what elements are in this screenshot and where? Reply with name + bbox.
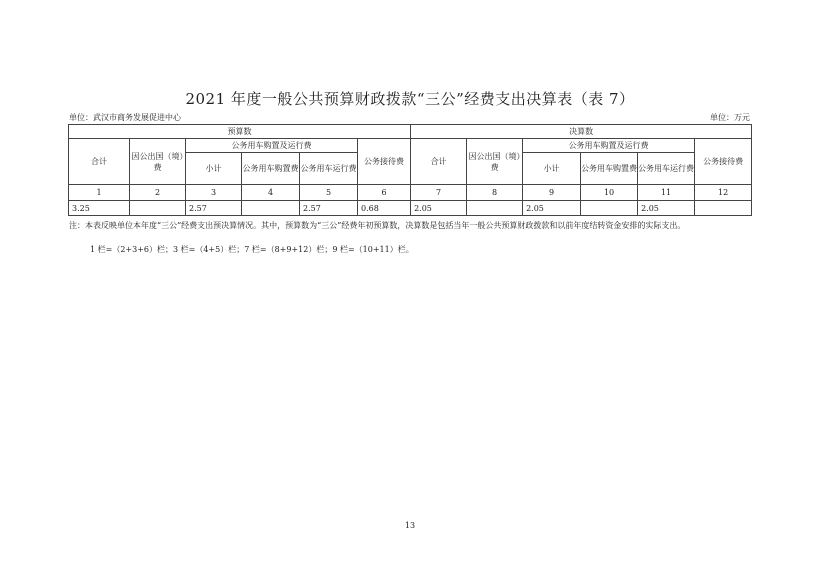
value-cell: 2.05 bbox=[411, 201, 467, 216]
budget-vehicle-group-header: 公务用车购置及运行费 bbox=[186, 139, 358, 153]
table-note: 注：本表反映单位本年度“三公”经费支出预决算情况。其中，预算数为“三公”经费年初预算数，决算数是包括当年一般公共预算财政拨款和以前年度结转资金安排的实际支出。 bbox=[69, 221, 686, 230]
unit-organization: 单位：武汉市商务发展促进中心 bbox=[69, 113, 181, 122]
value-cell bbox=[467, 201, 523, 216]
final-reception-header: 公务接待费 bbox=[695, 139, 752, 185]
index-cell: 4 bbox=[242, 185, 300, 201]
value-cell: 2.05 bbox=[638, 201, 695, 216]
index-cell: 5 bbox=[300, 185, 358, 201]
value-cell: 2.57 bbox=[300, 201, 358, 216]
index-cell: 1 bbox=[69, 185, 130, 201]
index-cell: 12 bbox=[695, 185, 752, 201]
index-cell: 8 bbox=[467, 185, 523, 201]
value-cell bbox=[242, 201, 300, 216]
value-cell: 2.05 bbox=[523, 201, 581, 216]
value-cell: 2.57 bbox=[186, 201, 242, 216]
budget-header: 预算数 bbox=[69, 125, 411, 139]
budget-vehicle-operation-header: 公务用车运行费 bbox=[300, 153, 358, 185]
unit-currency: 单位：万元 bbox=[710, 113, 750, 122]
page-number: 13 bbox=[404, 521, 416, 530]
value-cell bbox=[130, 201, 186, 216]
final-subtotal-header: 小计 bbox=[523, 153, 581, 185]
budget-vehicle-purchase-header: 公务用车购置费 bbox=[242, 153, 300, 185]
final-abroad-header: 因公出国（境）费 bbox=[467, 139, 523, 185]
index-cell: 2 bbox=[130, 185, 186, 201]
budget-total-header: 合计 bbox=[69, 139, 130, 185]
column-index-row bbox=[69, 185, 752, 201]
final-vehicle-purchase-header: 公务用车购置费 bbox=[581, 153, 638, 185]
value-cell: 0.68 bbox=[358, 201, 411, 216]
final-vehicle-operation-header: 公务用车运行费 bbox=[638, 153, 695, 185]
index-cell: 10 bbox=[581, 185, 638, 201]
index-cell: 11 bbox=[638, 185, 695, 201]
budget-abroad-header: 因公出国（境）费 bbox=[130, 139, 186, 185]
column-formula: 1 栏=（2+3+6）栏；3 栏=（4+5）栏；7 栏=（8+9+12）栏；9 栏=（10+11）栏。 bbox=[90, 245, 414, 254]
index-cell: 9 bbox=[523, 185, 581, 201]
budget-reception-header: 公务接待费 bbox=[358, 139, 411, 185]
index-cell: 3 bbox=[186, 185, 242, 201]
value-cell bbox=[581, 201, 638, 216]
index-cell: 7 bbox=[411, 185, 467, 201]
final-total-header: 合计 bbox=[411, 139, 467, 185]
budget-subtotal-header: 小计 bbox=[186, 153, 242, 185]
value-row bbox=[69, 201, 752, 216]
final-vehicle-group-header: 公务用车购置及运行费 bbox=[523, 139, 695, 153]
value-cell bbox=[695, 201, 752, 216]
index-cell: 6 bbox=[358, 185, 411, 201]
page-title: 2021 年度一般公共预算财政拨款“三公”经费支出决算表（表 7） bbox=[185, 90, 635, 108]
value-cell: 3.25 bbox=[69, 201, 130, 216]
three-public-expenditure-table bbox=[68, 124, 752, 216]
final-header: 决算数 bbox=[411, 125, 752, 139]
